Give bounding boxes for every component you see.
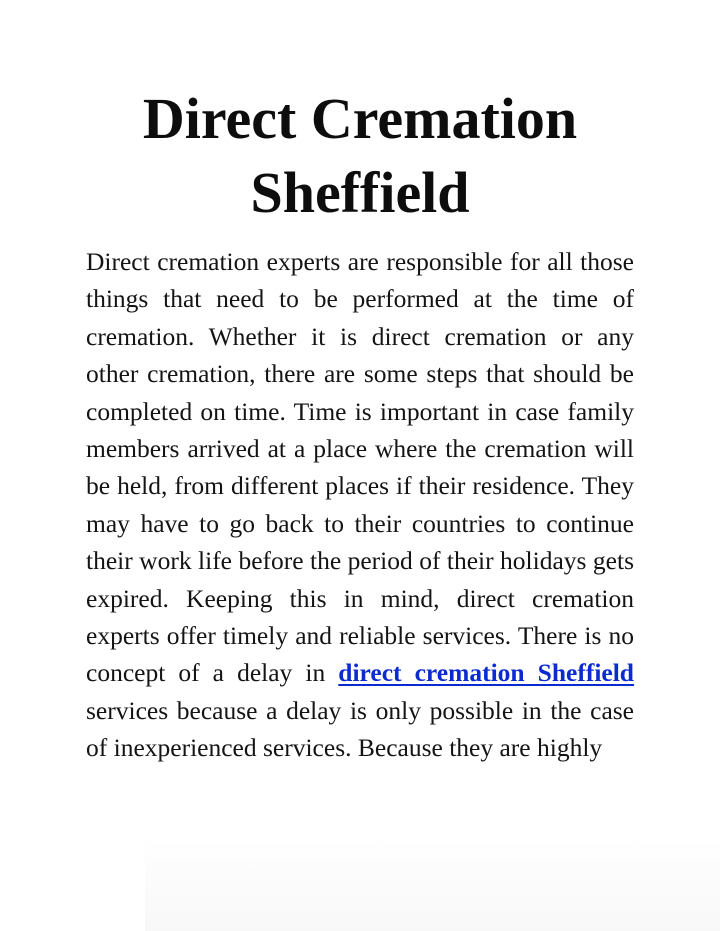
body-paragraph: [86, 243, 634, 767]
title-line-2: Sheffield: [250, 160, 470, 225]
paragraph-text-before-link: Direct cremation experts are responsible for all those things that need to be performed at the time of cremation. Whether it is direct cremation or any other cremation, there are some steps that should be completed on time. Time is important in case family members arrived at a place where the cremation will be held, from different places if their residence. They may have to go back to their countries to continue their work life before the period of their holidays gets expired. Keeping this in mind, direct cremation experts offer timely and reliable services. There is no concept of a delay in: [86, 247, 634, 688]
page-shadow: [145, 838, 720, 931]
document-title: [86, 82, 634, 230]
direct-cremation-sheffield-link[interactable]: direct cremation Sheffield: [338, 658, 634, 688]
title-line-1: Direct Cremation: [142, 86, 578, 151]
paragraph-text-after-link: services because a delay is only possible in the case of inexperienced services. Because they are highly: [86, 695, 634, 763]
